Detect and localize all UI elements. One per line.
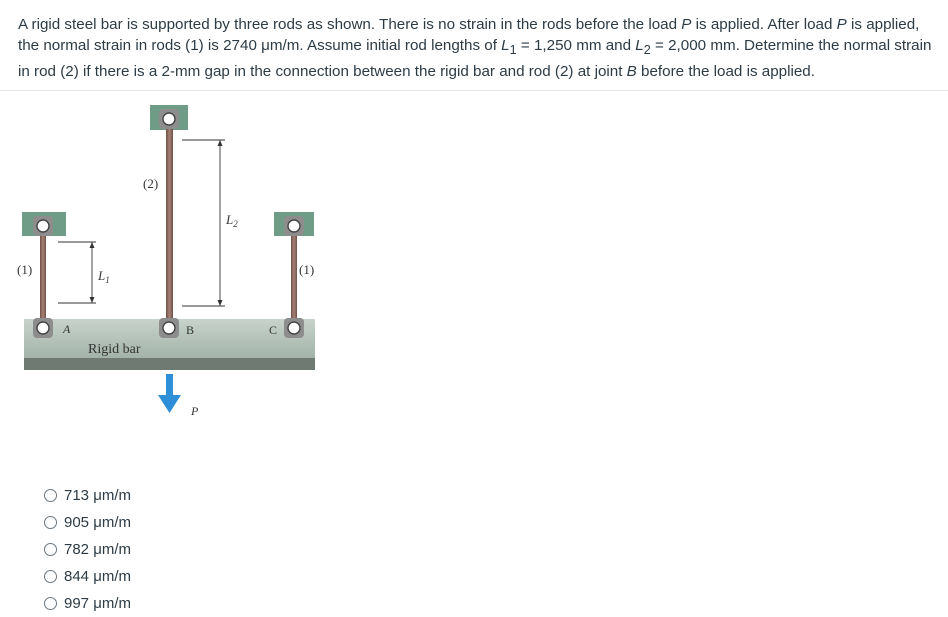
length-subscript: 1 xyxy=(509,43,517,58)
pin-icon xyxy=(284,216,304,236)
question-part: is applied, the normal strain in rods (1) is 2740 μm/m. Assume initial rod lengths of xyxy=(18,16,920,54)
pin-icon xyxy=(33,216,53,236)
question-part: A rigid steel bar is supported by three rods as shown. There is no strain in the rods before the load xyxy=(18,16,682,33)
length-symbol: L xyxy=(501,37,510,54)
rod-label-right: (1) xyxy=(299,262,315,277)
answer-label: 905 μm/m xyxy=(64,514,131,531)
dimension-l2 xyxy=(182,140,225,306)
answer-label: 782 μm/m xyxy=(64,541,131,558)
question-part: before the load is applied. xyxy=(636,63,815,81)
rigid-bar-label: Rigid bar xyxy=(88,342,141,357)
question-part: = 2,000 mm. Determine the normal strain in rod (2) if there is a 2-mm gap in the connection between the rigid bar and rod (2) at joint xyxy=(18,37,932,81)
rod-1-right xyxy=(291,228,297,324)
radio-button[interactable] xyxy=(44,489,57,502)
rod-label-left: (1) xyxy=(17,262,33,277)
rod-1-left xyxy=(40,228,46,324)
load-arrow-icon xyxy=(158,374,181,413)
load-label: P xyxy=(191,404,199,418)
answer-option[interactable] xyxy=(44,536,131,563)
question-part: is applied. After load xyxy=(691,16,837,33)
answer-label: 844 μm/m xyxy=(64,568,131,585)
pin-icon xyxy=(159,318,179,338)
load-symbol: P xyxy=(681,16,692,33)
rod-2 xyxy=(166,122,173,324)
length-label-l2: $L_2$ xyxy=(226,212,238,229)
joint-label-b: B xyxy=(186,323,195,337)
radio-button[interactable] xyxy=(44,597,57,610)
rigid-bar-figure xyxy=(0,100,330,430)
pin-icon xyxy=(159,109,179,129)
radio-button[interactable] xyxy=(44,516,57,529)
dimension-l1 xyxy=(58,242,96,303)
load-symbol: P xyxy=(836,16,847,33)
length-subscript: 2 xyxy=(643,43,651,58)
radio-button[interactable] xyxy=(44,570,57,583)
question-text xyxy=(18,14,936,82)
answer-option[interactable] xyxy=(44,590,131,617)
rigid-bar-base xyxy=(24,358,315,370)
answer-options xyxy=(44,482,131,617)
length-symbol: L xyxy=(635,37,644,54)
answer-option[interactable] xyxy=(44,563,131,590)
joint-label-c: C xyxy=(269,323,278,337)
pin-icon xyxy=(284,318,304,338)
answer-label: 997 μm/m xyxy=(64,595,131,612)
length-label-l1: $L_1$ xyxy=(98,268,110,285)
answer-label: 713 μm/m xyxy=(64,487,131,504)
joint-symbol: B xyxy=(626,63,637,81)
answer-option[interactable] xyxy=(44,482,131,509)
answer-option[interactable] xyxy=(44,509,131,536)
question-part: = 1,250 mm and xyxy=(516,37,636,54)
joint-label-a: A xyxy=(63,322,71,336)
rod-label-center: (2) xyxy=(143,176,159,191)
pin-icon xyxy=(33,318,53,338)
radio-button[interactable] xyxy=(44,543,57,556)
divider xyxy=(0,90,948,91)
